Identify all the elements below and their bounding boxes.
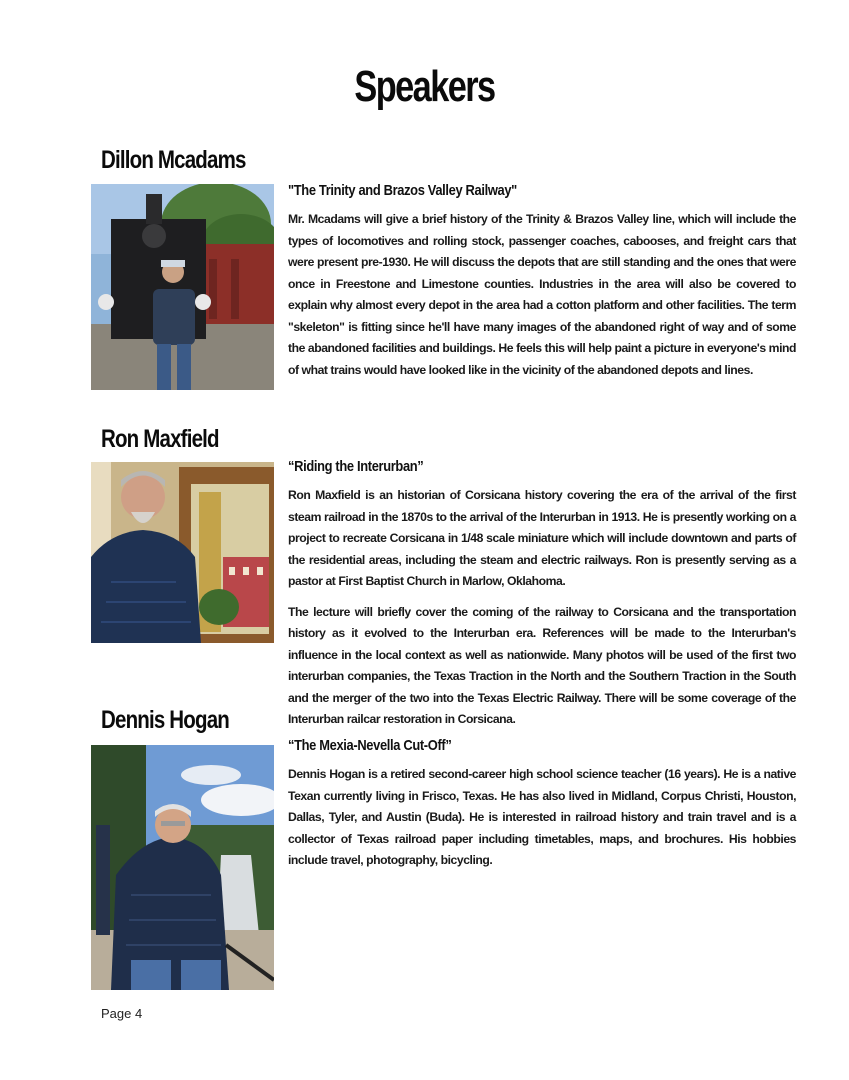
speaker-name-dennis-hogan: Dennis Hogan <box>101 706 229 734</box>
speaker-name-dillon-mcadams: Dillon Mcadams <box>101 146 246 174</box>
lecture-description-paragraph: The lecture will briefly cover the coming of the railway to Corsicana and the transportation history as it evolved to the Interurban era. References will be made to the Interurban's influence in the local context as well as nationwide. Many photos will be used of the first two interurban companies, the Texas Traction in the North and the Southern Traction in the South and the merger of the two into the Texas Electric Railway. There will be some coverage of the Interurban railcar restoration in Corsicana. <box>288 604 796 726</box>
speaker-bio-paragraph: Mr. Mcadams will give a brief history of the Trinity & Brazos Valley line, which will include the types of locomotives and rolling stock, passenger coaches, cabooses, and freight cars that were present pre-1930. He will discuss the depots that are still standing and the ones that were once in Freestone and Limestone counties. Industries in the area will also be covered to explain why almost every depot in the area had a cotton platform and other facilities. The term "skeleton" is fitting since he'll have many images of the abandoned right of way and of some the abandoned facilities and buildings. He feels this will help paint a picture in everyone's mind of what trains would have looked like in the vicinity of the abandoned depots and lines. <box>288 212 796 377</box>
page-number: Page 4 <box>101 1006 143 1021</box>
page-title: Speakers <box>354 62 495 111</box>
speaker-bio-paragraph: Ron Maxfield is an historian of Corsicana history covering the era of the arrival of the first steam railroad in the 1870s to the arrival of the Interurban in 1913. He is presently working on a project to recreate Corsicana in 1/48 scale miniature which will include downtown and parts of the residential areas, including the steam and electric railways. Ron is presently serving as a pastor at First Baptist Church in Marlow, Oklahoma. <box>288 488 796 588</box>
speaker-name-ron-maxfield: Ron Maxfield <box>101 425 219 453</box>
talk-title-dennis-hogan: “The Mexia-Nevella Cut-Off” <box>288 737 452 754</box>
talk-title-ron-maxfield: “Riding the Interurban” <box>288 458 424 475</box>
talk-title-dillon-mcadams: "The Trinity and Brazos Valley Railway" <box>288 182 517 199</box>
speaker-bio-paragraph: Dennis Hogan is a retired second-career high school science teacher (16 years). He is a native Texan currently living in Frisco, Texas. He has also lived in Midland, Corpus Christi, Houston, Dallas, Tyler, and Austin (Buda). He is interested in railroad history and train travel and is a collector of Texas railroad paper including timetables, maps, and brochures. His hobbies include travel, photography, bicycling. <box>288 767 796 867</box>
speaker-photo-ron-maxfield <box>91 462 274 643</box>
speaker-photo-dennis-hogan <box>91 745 274 990</box>
speaker-photo-dillon-mcadams <box>91 184 274 390</box>
